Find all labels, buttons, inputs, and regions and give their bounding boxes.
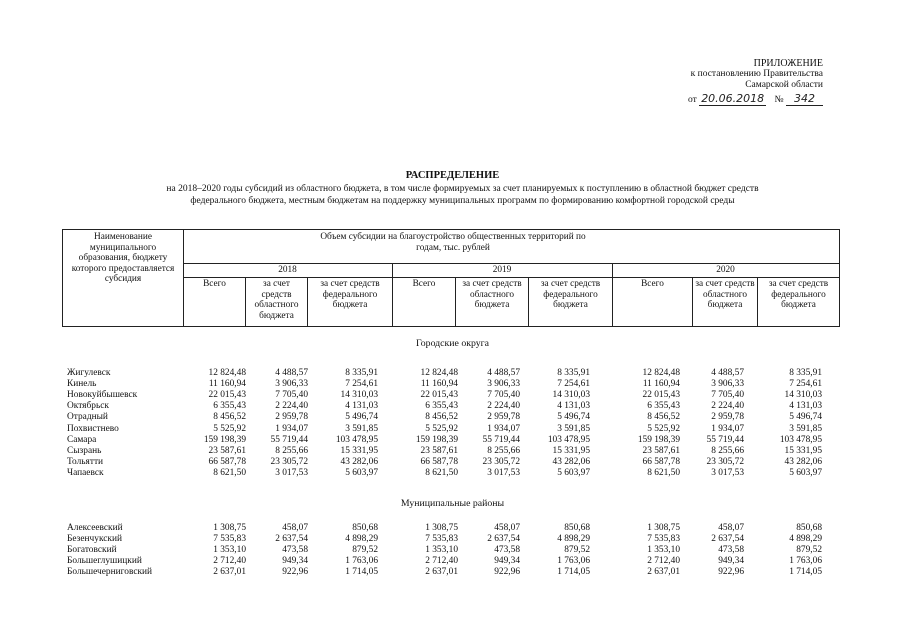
table-row — [0, 468, 905, 479]
header-federal-2020: за счет средств федерального бюджета — [768, 279, 829, 310]
row-value: 43 282,06 — [784, 456, 822, 467]
row-value: 4 898,29 — [557, 534, 590, 545]
header-year-2018: 2018 — [278, 265, 297, 275]
row-name: Богатовский — [67, 545, 117, 556]
row-value: 4 488,57 — [487, 368, 520, 378]
header-year-2019: 2019 — [492, 265, 512, 275]
header-regional-2020: за счет средств областного бюджета — [695, 279, 755, 310]
row-value: 8 456,52 — [647, 412, 680, 423]
header-federal-2018: за счет средств федерального бюджета — [320, 279, 380, 310]
row-value: 5 525,92 — [213, 423, 246, 434]
appendix-title: ПРИЛОЖЕНИЕ — [753, 58, 823, 69]
row-value: 850,68 — [352, 523, 378, 533]
row-value: 5 525,92 — [647, 423, 680, 434]
row-value: 8 621,50 — [213, 467, 246, 478]
row-value: 159 198,39 — [203, 434, 246, 445]
row-name: Отрадный — [67, 412, 108, 423]
row-value: 3 591,85 — [789, 423, 822, 434]
row-value: 22 015,43 — [642, 390, 680, 401]
from-label: от — [688, 95, 697, 105]
row-value: 2 637,01 — [213, 567, 246, 578]
row-value: 15 331,95 — [552, 445, 590, 456]
row-value: 11 160,94 — [420, 379, 458, 390]
row-name: Похвистнево — [67, 423, 119, 434]
row-value: 12 824,48 — [642, 368, 680, 378]
row-value: 3 591,85 — [557, 423, 590, 434]
table-row — [0, 446, 905, 457]
row-value: 23 305,72 — [706, 456, 744, 467]
subtitle-line2: федерального бюджета, местным бюджетам на поддержку муниципальных программ по формированию комфортной городской среды — [190, 196, 735, 206]
row-value: 23 305,72 — [270, 456, 308, 467]
header-regional-2019: за счет средств областного бюджета — [462, 279, 522, 310]
header-federal-2019: за счет средств федерального бюджета — [540, 279, 601, 310]
row-value: 43 282,06 — [340, 456, 378, 467]
row-value: 2 637,54 — [275, 534, 308, 545]
row-name: Алексеевский — [67, 523, 123, 533]
row-value: 12 824,48 — [420, 368, 458, 378]
row-name: Большечерниговский — [67, 567, 153, 578]
table-row — [0, 390, 905, 401]
row-value: 11 160,94 — [208, 379, 246, 390]
row-value: 879,52 — [796, 545, 822, 556]
row-value: 473,58 — [282, 545, 308, 556]
row-name: Сызрань — [67, 445, 102, 456]
section-title-urban: Городские округа — [415, 338, 490, 349]
row-value: 850,68 — [796, 523, 822, 533]
row-value: 922,96 — [282, 567, 308, 578]
row-value: 8 456,52 — [213, 412, 246, 423]
table-row — [0, 368, 905, 379]
row-value: 1 353,10 — [647, 545, 680, 556]
row-value: 8 255,66 — [275, 445, 308, 456]
document-subtitle — [70, 183, 855, 207]
row-value: 949,34 — [718, 556, 744, 567]
row-value: 5 496,74 — [345, 412, 378, 423]
row-value: 922,96 — [494, 567, 520, 578]
row-value: 2 224,40 — [487, 401, 520, 412]
table-row — [0, 435, 905, 446]
row-value: 7 705,40 — [275, 390, 308, 401]
row-value: 1 763,06 — [345, 556, 378, 567]
appendix-date-line — [688, 93, 823, 106]
appendix-line1: к постановлению Правительства — [690, 69, 823, 79]
appendix-block — [688, 58, 823, 106]
row-value: 5 603,97 — [557, 467, 590, 478]
row-value: 1 308,75 — [647, 523, 680, 533]
table-row — [0, 545, 905, 556]
row-value: 8 621,50 — [425, 467, 458, 478]
row-value: 12 824,48 — [208, 368, 246, 378]
row-value: 1 934,07 — [711, 423, 744, 434]
row-value: 2 637,54 — [711, 534, 744, 545]
row-value: 1 934,07 — [275, 423, 308, 434]
row-value: 850,68 — [564, 523, 590, 533]
row-value: 22 015,43 — [420, 390, 458, 401]
row-value: 103 478,95 — [547, 434, 590, 445]
row-value: 7 254,61 — [345, 379, 378, 390]
row-value: 3 017,53 — [487, 467, 520, 478]
row-value: 1 714,05 — [789, 567, 822, 578]
row-value: 7 705,40 — [487, 390, 520, 401]
row-value: 4 488,57 — [275, 368, 308, 378]
row-value: 4 898,29 — [789, 534, 822, 545]
row-name: Октябрьск — [67, 401, 109, 412]
row-value: 473,58 — [718, 545, 744, 556]
row-value: 949,34 — [282, 556, 308, 567]
row-value: 1 763,06 — [557, 556, 590, 567]
header-total-2018: Всего — [203, 279, 226, 289]
row-value: 66 587,78 — [420, 456, 458, 467]
row-value: 2 224,40 — [711, 401, 744, 412]
row-value: 14 310,03 — [784, 390, 822, 401]
table-row — [0, 556, 905, 567]
row-value: 3 906,33 — [487, 379, 520, 390]
table-row — [0, 412, 905, 423]
table-header — [62, 229, 840, 327]
row-value: 4 131,03 — [557, 401, 590, 412]
row-value: 7 705,40 — [711, 390, 744, 401]
document-title: РАСПРЕДЕЛЕНИЕ — [405, 170, 500, 181]
row-value: 4 131,03 — [345, 401, 378, 412]
row-value: 473,58 — [494, 545, 520, 556]
row-value: 2 224,40 — [275, 401, 308, 412]
table-row — [0, 424, 905, 435]
row-name: Безенчукский — [67, 534, 123, 545]
row-value: 1 714,05 — [557, 567, 590, 578]
row-value: 8 255,66 — [487, 445, 520, 456]
row-value: 1 308,75 — [213, 523, 246, 533]
row-value: 1 308,75 — [425, 523, 458, 533]
row-value: 5 603,97 — [789, 467, 822, 478]
row-value: 5 496,74 — [557, 412, 590, 423]
section-title-municipal: Муниципальные районы — [400, 498, 505, 509]
row-value: 55 719,44 — [482, 434, 520, 445]
row-value: 5 603,97 — [345, 467, 378, 478]
row-value: 5 496,74 — [789, 412, 822, 423]
row-value: 2 712,40 — [213, 556, 246, 567]
row-value: 7 254,61 — [789, 379, 822, 390]
header-volume-title: Объем субсидии на благоустройство общественных территорий по годам, тыс. рублей — [320, 232, 586, 253]
row-value: 11 160,94 — [642, 379, 680, 390]
handwritten-date: 20.06.2018 — [701, 92, 765, 105]
row-value: 3 017,53 — [275, 467, 308, 478]
row-value: 3 591,85 — [345, 423, 378, 434]
row-value: 5 525,92 — [425, 423, 458, 434]
row-value: 879,52 — [352, 545, 378, 556]
row-value: 23 587,61 — [642, 445, 680, 456]
handwritten-number: 342 — [786, 92, 823, 106]
header-year-2020: 2020 — [716, 265, 735, 275]
row-value: 2 637,01 — [425, 567, 458, 578]
row-value: 2 637,01 — [647, 567, 680, 578]
row-name: Жигулевск — [67, 368, 111, 378]
row-value: 23 587,61 — [208, 445, 246, 456]
row-value: 879,52 — [564, 545, 590, 556]
row-value: 2 959,78 — [711, 412, 744, 423]
row-value: 458,07 — [282, 523, 308, 533]
row-value: 8 335,91 — [789, 368, 822, 378]
row-value: 922,96 — [718, 567, 744, 578]
row-value: 55 719,44 — [270, 434, 308, 445]
row-name: Чапаевск — [67, 467, 104, 478]
table-row — [0, 523, 905, 534]
row-value: 103 478,95 — [335, 434, 378, 445]
row-name: Самара — [67, 434, 97, 445]
row-value: 6 355,43 — [647, 401, 680, 412]
row-value: 1 353,10 — [425, 545, 458, 556]
row-value: 103 478,95 — [779, 434, 822, 445]
row-value: 159 198,39 — [637, 434, 680, 445]
row-name: Новокуйбышевск — [67, 390, 138, 401]
row-value: 3 906,33 — [275, 379, 308, 390]
row-value: 8 335,91 — [557, 368, 590, 378]
row-value: 2 959,78 — [275, 412, 308, 423]
row-value: 7 254,61 — [557, 379, 590, 390]
row-value: 66 587,78 — [642, 456, 680, 467]
row-value: 458,07 — [718, 523, 744, 533]
row-value: 55 719,44 — [706, 434, 744, 445]
table-row — [0, 567, 905, 578]
row-value: 66 587,78 — [208, 456, 246, 467]
row-value: 159 198,39 — [415, 434, 458, 445]
row-value: 1 934,07 — [487, 423, 520, 434]
row-value: 23 305,72 — [482, 456, 520, 467]
table-row — [0, 457, 905, 468]
row-value: 15 331,95 — [784, 445, 822, 456]
row-value: 4 488,57 — [711, 368, 744, 378]
header-total-2020: Всего — [641, 279, 664, 289]
row-value: 14 310,03 — [552, 390, 590, 401]
row-value: 8 621,50 — [647, 467, 680, 478]
row-value: 4 131,03 — [789, 401, 822, 412]
table-row — [0, 379, 905, 390]
row-value: 8 456,52 — [425, 412, 458, 423]
appendix-line2: Самарской области — [745, 80, 823, 90]
header-regional-2018: за счет средств областного бюджета — [254, 279, 299, 321]
subtitle-line1: на 2018–2020 годы субсидий из областного бюджета, в том числе формируемых за счет планируемых к поступлению в областной бюджет средств — [166, 184, 759, 194]
row-value: 23 587,61 — [420, 445, 458, 456]
row-value: 3 017,53 — [711, 467, 744, 478]
row-value: 2 959,78 — [487, 412, 520, 423]
row-value: 43 282,06 — [552, 456, 590, 467]
row-value: 949,34 — [494, 556, 520, 567]
header-total-2019: Всего — [412, 279, 436, 289]
table-row — [0, 401, 905, 412]
row-value: 22 015,43 — [208, 390, 246, 401]
row-value: 1 353,10 — [213, 545, 246, 556]
row-value: 6 355,43 — [213, 401, 246, 412]
row-value: 4 898,29 — [345, 534, 378, 545]
row-name: Кинель — [67, 379, 97, 390]
row-value: 7 535,83 — [425, 534, 458, 545]
header-name-column: Наименование муниципального образования, бюджету которого предоставляется субсидия — [71, 232, 175, 284]
row-value: 15 331,95 — [340, 445, 378, 456]
row-value: 458,07 — [494, 523, 520, 533]
row-value: 2 712,40 — [425, 556, 458, 567]
row-value: 7 535,83 — [213, 534, 246, 545]
row-name: Тольятти — [67, 456, 104, 467]
row-value: 3 906,33 — [711, 379, 744, 390]
row-value: 8 335,91 — [345, 368, 378, 378]
table-row — [0, 534, 905, 545]
row-value: 2 637,54 — [487, 534, 520, 545]
row-value: 14 310,03 — [340, 390, 378, 401]
row-value: 2 712,40 — [647, 556, 680, 567]
row-value: 7 535,83 — [647, 534, 680, 545]
number-label: № — [774, 95, 784, 105]
row-value: 8 255,66 — [711, 445, 744, 456]
row-name: Большеглушицкий — [67, 556, 142, 567]
row-value: 6 355,43 — [425, 401, 458, 412]
row-value: 1 763,06 — [789, 556, 822, 567]
row-value: 1 714,05 — [345, 567, 378, 578]
